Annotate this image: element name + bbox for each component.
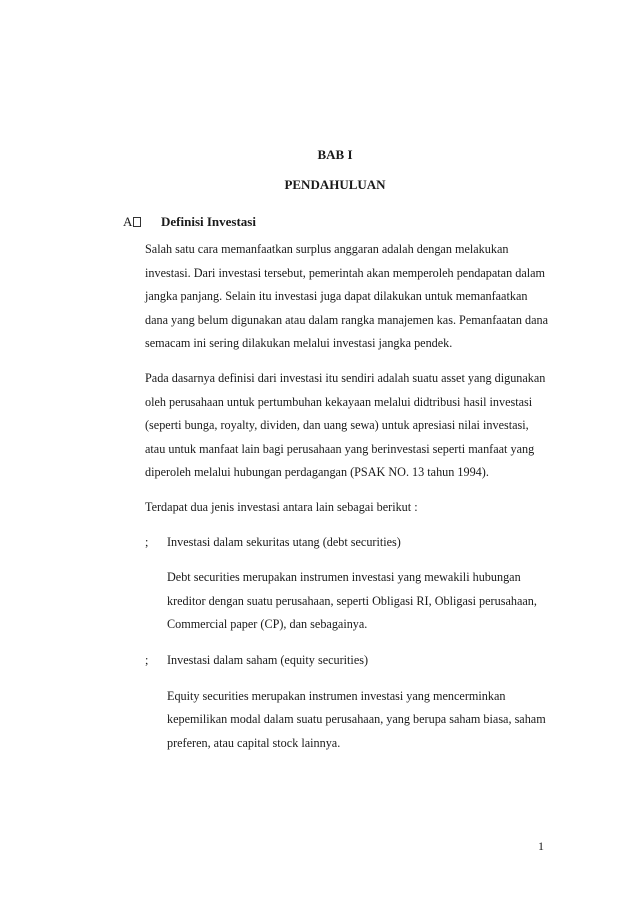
list-item — [145, 531, 550, 555]
paragraph: Pada dasarnya definisi dari investasi itu sendiri adalah suatu asset yang digunakan oleh perusahaan untuk pertumbuhan kekayaan melalui didtribusi hasil investasi (seperti bunga, royalty, dividen, dan uang sewa) untuk apresiasi nilai investasi, atau untuk manfaat lain bagi perusahaan yang berinvestasi seperti manfaat yang diperoleh melalui hubungan perdagangan (PSAK NO. 13 tahun 1994). — [145, 370, 546, 480]
bullet-description: Debt securities merupakan instrumen investasi yang mewakili hubungan kreditor dengan suatu perusahaan, seperti Obligasi RI, Obligasi perusahaan, Commercial paper (CP), dan sebagainya. — [167, 570, 537, 632]
section-title: Definisi Investasi — [161, 214, 256, 229]
chapter-title: PENDAHULUAN — [284, 177, 386, 192]
section-heading — [123, 214, 256, 230]
chapter-number: BAB I — [317, 147, 353, 162]
bullet-mark: ; — [145, 534, 149, 549]
bullet-mark: ; — [145, 652, 149, 667]
section-marker-letter: A — [123, 214, 133, 229]
missing-glyph-icon — [133, 217, 141, 227]
list-item — [145, 649, 550, 673]
page-number: 1 — [538, 839, 544, 853]
paragraph: Terdapat dua jenis investasi antara lain sebagai berikut : — [145, 499, 418, 514]
section-marker — [123, 214, 161, 230]
body-text — [145, 238, 550, 767]
bullet-title: Investasi dalam sekuritas utang (debt securities) — [167, 534, 401, 549]
bullet-description: Equity securities merupakan instrumen investasi yang mencerminkan kepemilikan modal dalam suatu perusahaan, yang berupa saham biasa, saham preferen, atau capital stock lainnya. — [167, 688, 546, 750]
paragraph: Salah satu cara memanfaatkan surplus anggaran adalah dengan melakukan investasi. Dari investasi tersebut, pemerintah akan memperoleh pendapatan dalam jangka panjang. Selain itu investasi juga dapat dilakukan untuk memanfaatkan dana yang belum digunakan atau dalam rangka manajemen kas. Pemanfaatan dana semacam ini sering dilakukan melalui investasi jangka pendek. — [145, 242, 549, 351]
bullet-title: Investasi dalam saham (equity securities) — [167, 652, 369, 667]
